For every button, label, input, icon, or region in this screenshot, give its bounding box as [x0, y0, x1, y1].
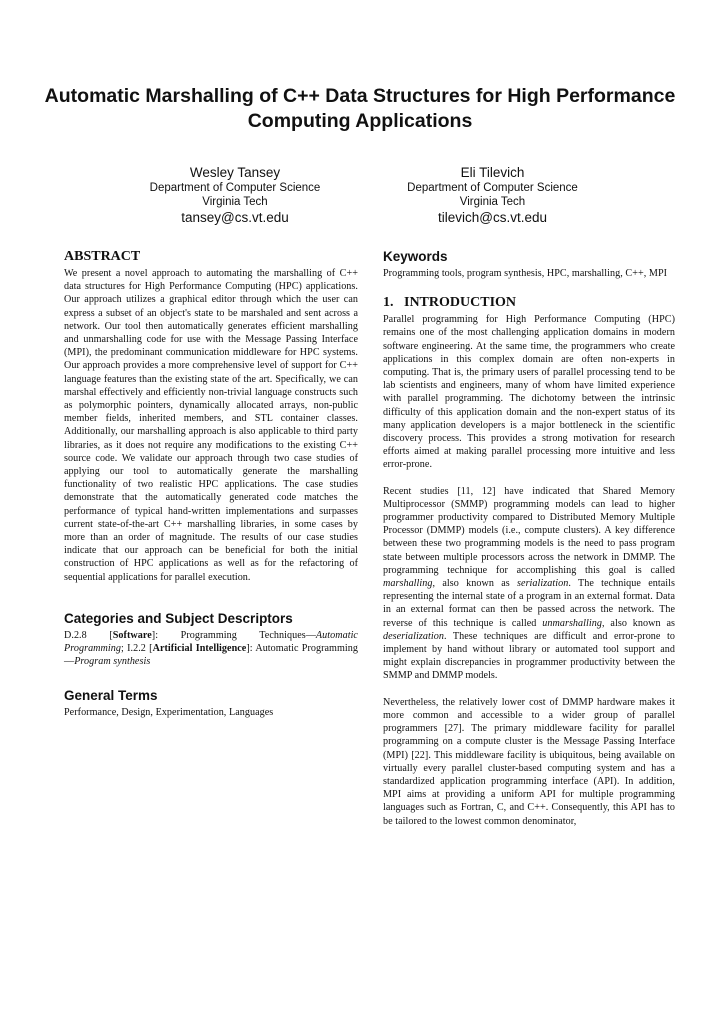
- intro-paragraph-2: Recent studies [11, 12] have indicated that Shared Memory Multiprocessor (SMMP) programming models can lead to higher programmer productivity compared to Distributed Memory Multiple Processor (DMMP) models (i.e., compute clusters). A key difference between these two programming models is the need to pass program state between multiple processors across the network in DMMP. The programming technique for accomplishing this goal is called marshalling, also known as serialization. The technique entails representing the internal state of a program in an external format. Data in an external format can then be passed across the network. The reverse of this technique is called unmarshalling, also known as deserialization. These techniques are difficult and error-prone to implement by hand without library or automated tool support and might explain discrepancies in programmer productivity between the SMMP and DMMP models.: [383, 485, 676, 682]
- author-department: Department of Computer Science: [407, 182, 578, 194]
- intro-paragraph-3: Nevertheless, the relatively lower cost of DMMP hardware makes it more common and accessible to a wider group of parallel programmers [27]. The primary middleware facility for parallel programming on a compute cluster is the Message Passing Interface (MPI) [22]. This middleware facility is ubiquitous, being available on virtually every parallel cluster-based computing system and has a standardized application programming interface (API). In addition, MPI aims at providing a uniform API for multiple programming languages such as Fortran, C, and C++. Consequently, this API has to be tailored to the lowest common denominator,: [383, 696, 675, 827]
- paper-title: Automatic Marshalling of C++ Data Structures for High Performance Computing Applications: [44, 85, 676, 132]
- introduction-heading: 1. INTRODUCTION: [383, 295, 517, 311]
- right-column: [383, 249, 675, 828]
- author-institution: Virginia Tech: [202, 196, 268, 208]
- author-name: Wesley Tansey: [189, 165, 281, 180]
- author-institution: Virginia Tech: [459, 196, 526, 208]
- author-department: Department of Computer Science: [149, 182, 321, 194]
- general-terms-heading: General Terms: [64, 688, 158, 704]
- abstract-heading: ABSTRACT: [64, 249, 141, 264]
- author-block-1: [110, 164, 360, 227]
- author-email[interactable]: tansey@cs.vt.edu: [181, 210, 289, 225]
- categories-text: D.2.8 [Software]: Programming Techniques—Automatic Programming; I.2.2 [Artificial Intelligence]: Automatic Programming—Program synthesis: [64, 629, 359, 668]
- left-column: [64, 249, 358, 720]
- keywords-heading: Keywords: [383, 249, 448, 264]
- abstract-text: We present a novel approach to automating the marshalling of C++ data structures for High Performance Computing (HPC) applications. Our approach utilizes a graphical editor through which the user can express a subset of an object's state to be marshaled and sent across a network. Our tool then automatically generates efficient marshalling and unmarshalling code for use with the Message Passing Interface (MPI), the predominant communication middleware for HPC systems. Our approach provides a more comprehensive level of support for C++ language features than the existing state of the art. Specifically, we can marshal effectively and efficiently non-trivial language constructs such as polymorphic pointers, dynamically allocated arrays, non-public member fields, inherited members, and STL container classes. Additionally, our marshalling approach is also applicable to third party libraries, as it does not require any modifications to the existing C++ source code. We validate our approach through two case studies of applying our tool to automatically generate the marshalling functionality of two realistic HPC applications. The case studies demonstrate that the automatically generated code matches the performance of typical hand-written implementations and surpasses current state-of-the-art C++ marshalling libraries, in some cases by more than an order of magnitude. The results of our case studies indicate that our approach can be beneficial for both the initial construction of HPC applications as well as for the refactoring of sequential applications for parallel execution.: [64, 268, 358, 583]
- author-block-2: [365, 164, 620, 227]
- author-name: Eli Tilevich: [460, 165, 525, 180]
- keywords-text: Programming tools, program synthesis, HPC, marshalling, C++, MPI: [383, 268, 668, 279]
- categories-heading: Categories and Subject Descriptors: [64, 610, 293, 626]
- intro-paragraph-1: Parallel programming for High Performance Computing (HPC) remains one of the most challenging application domains in modern software engineering. At the same time, the programmers who create applications in this complex domain are often non-experts in computing. That is, the primary users of parallel processing tend to be lab scientists and engineers, many of whom have limited experience with parallel programming. The dichotomy between the intrinsic difficulty of this application domain and the non-expert status of its many application developers is a major bottleneck in the scientific discovery process. This provides a strong motivation for research efforts aimed at making parallel processing more intuitive and less error-prone.: [383, 314, 675, 471]
- author-email[interactable]: tilevich@cs.vt.edu: [438, 210, 547, 225]
- general-terms-text: Performance, Design, Experimentation, Languages: [64, 707, 274, 719]
